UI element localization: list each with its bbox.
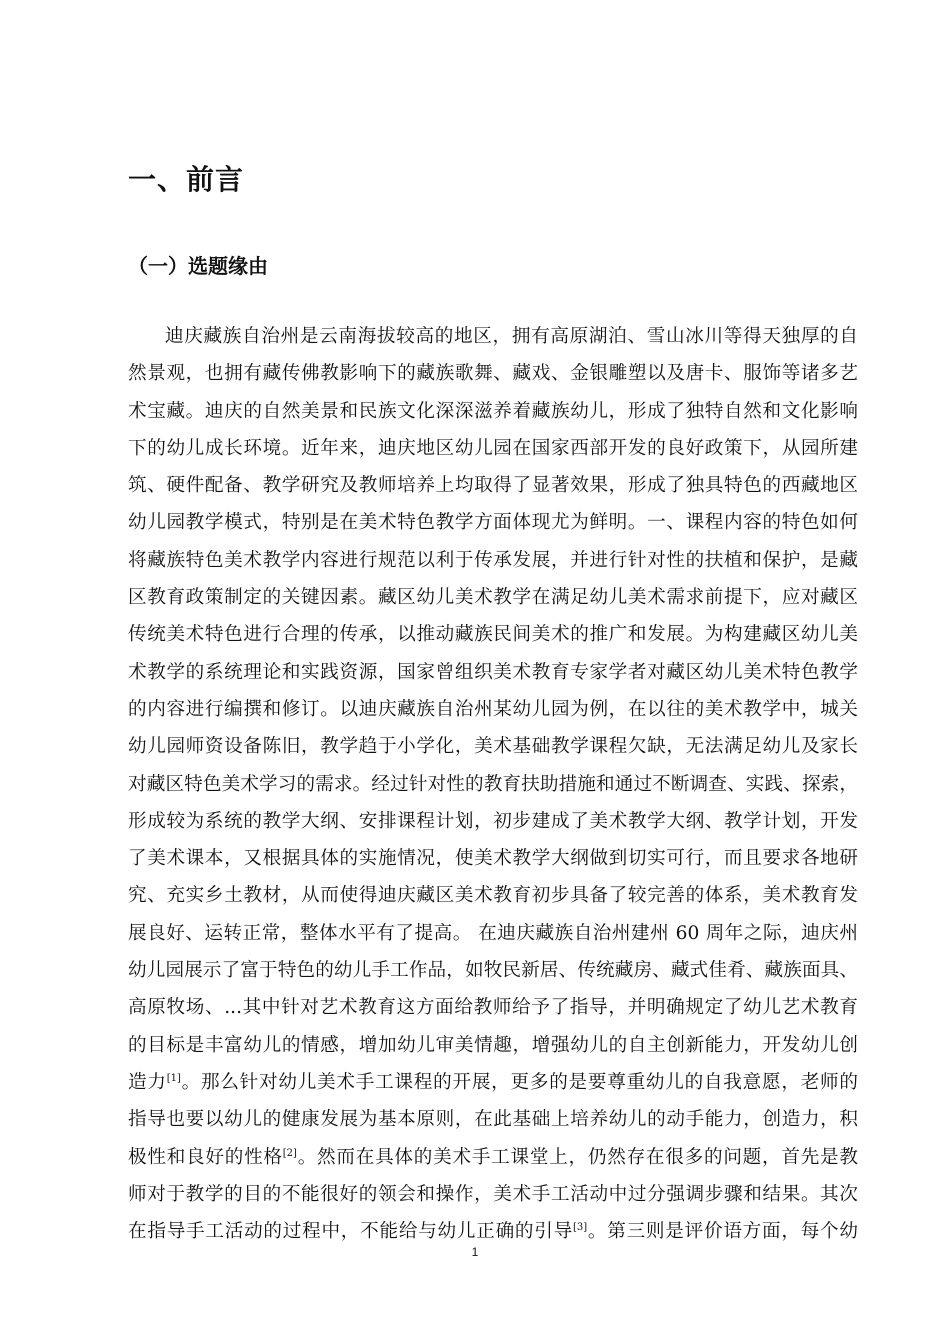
page-number: 1 <box>471 1245 479 1259</box>
paragraph-line: 幼儿园师资设备陈旧，教学趋于小学化，美术基础教学课程欠缺，无法满足幼儿及家长 <box>128 736 858 758</box>
paragraph-line: 区教育政策制定的关键因素。藏区幼儿美术教学在满足幼儿美术需求前提下，应对藏区 <box>128 587 858 609</box>
paragraph-line: 师对于教学的目的不能很好的领会和操作，美术手工活动中过分强调步骤和结果。其次 <box>128 1183 858 1205</box>
body-paragraph <box>128 318 858 1250</box>
citation-ref-3[interactable]: [3] <box>572 1222 588 1234</box>
citation-ref-1[interactable]: [1] <box>166 1072 181 1084</box>
paragraph-line: 究、充实乡土教材，从而使得迪庆藏区美术教育初步具备了较完善的体系，美术教育发 <box>128 885 858 907</box>
paragraph-line: 迪庆藏族自治州是云南海拔较高的地区，拥有高原湖泊、雪山冰川等得天独厚的自 <box>165 326 858 347</box>
paragraph-line: 将藏族特色美术教学内容进行规范以利于传承发展，并进行针对性的扶植和保护，是藏 <box>128 549 858 571</box>
paragraph-line: 形成较为系统的教学大纲、安排课程计划，初步建成了美术教学大纲、教学计划，开发 <box>128 810 858 832</box>
paragraph-line: 幼儿园教学模式，特别是在美术特色教学方面体现尤为鲜明。一、课程内容的特色如何 <box>128 512 858 534</box>
paragraph-line: 然景观，也拥有藏传佛教影响下的藏族歌舞、藏戏、金银雕塑以及唐卡、服饰等诸多艺 <box>128 363 858 385</box>
section-heading: （一）选题缘由 <box>128 254 268 278</box>
paragraph-line: 传统美术特色进行合理的传承，以推动藏族民间美术的推广和发展。为构建藏区幼儿美 <box>128 624 858 646</box>
paragraph-line: 了美术课本，又根据具体的实施情况，使美术教学大纲做到切实可行，而且要求各地研 <box>128 848 858 870</box>
line-text: 在指导手工活动的过程中，不能给与幼儿正确的引导 <box>128 1221 573 1243</box>
paragraph-line: 下的幼儿成长环境。近年来，迪庆地区幼儿园在国家西部开发的良好政策下，从园所建 <box>128 437 858 459</box>
paragraph-line <box>128 1064 858 1101</box>
line-text: 造力 <box>128 1071 167 1093</box>
paragraph-line: 高原牧场、...其中针对艺术教育这方面给教师给予了指导，并明确规定了幼儿艺术教育 <box>128 997 858 1019</box>
citation-ref-2[interactable]: [2] <box>282 1147 297 1159</box>
paragraph-line: 的目标是丰富幼儿的情感，增加幼儿审美情趣，增强幼儿的自主创新能力，开发幼儿创 <box>128 1034 858 1056</box>
paragraph-line <box>128 1139 858 1176</box>
paragraph-line: 指导也要以幼儿的健康发展为基本原则，在此基础上培养幼儿的动手能力，创造力，积 <box>128 1109 858 1131</box>
paragraph-line: 对藏区特色美术学习的需求。经过针对性的教育扶助措施和通过不断调查、实践、探索， <box>128 773 858 795</box>
paragraph-line: 展良好、运转正常，整体水平有了提高。 在迪庆藏族自治州建州 60 周年之际，迪庆州 <box>128 922 858 944</box>
paragraph-line: 术教学的系统理论和实践资源，国家曾组织美术教育专家学者对藏区幼儿美术特色教学 <box>128 661 858 683</box>
paragraph-line: 幼儿园展示了富于特色的幼儿手工作品，如牧民新居、传统藏房、藏式佳肴、藏族面具、 <box>128 960 858 982</box>
line-text: 。然而在具体的美术手工课堂上，仍然存在很多的问题，首先是教 <box>296 1146 858 1168</box>
chapter-heading: 一、前言 <box>128 163 245 196</box>
line-text: 。第三则是评价语方面，每个幼 <box>587 1221 858 1243</box>
line-text: 。那么针对幼儿美术手工课程的开展，更多的是要尊重幼儿的自我意愿，老师的 <box>180 1071 858 1093</box>
paragraph-line: 术宝藏。迪庆的自然美景和民族文化深深滋养着藏族幼儿，形成了独特自然和文化影响 <box>128 400 858 422</box>
line-text: 极性和良好的性格 <box>128 1146 283 1168</box>
paragraph-line: 筑、硬件配备、教学研究及教师培养上均取得了显著效果，形成了独具特色的西藏地区 <box>128 475 858 497</box>
paragraph-line: 的内容进行编撰和修订。以迪庆藏族自治州某幼儿园为例，在以往的美术教学中，城关 <box>128 698 858 720</box>
